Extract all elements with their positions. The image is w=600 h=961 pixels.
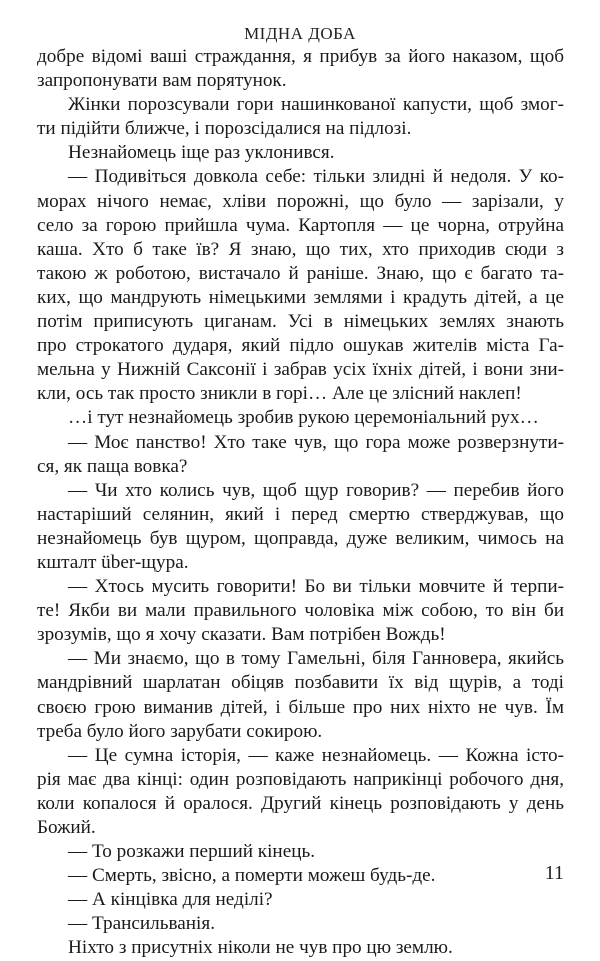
- text-line: ких, що мандрують німецькими землями і крадуть дітей, а це: [37, 286, 564, 308]
- text-line: — Чи хто колись чув, щоб щур говорив? — перебив його: [68, 479, 564, 501]
- text-line: ся, як паща вовка?: [37, 455, 188, 477]
- text-line: такою ж роботою, вистачало й раніше. Знаю, що є багато та-: [37, 262, 564, 284]
- text-line: своєю грою виманив дітей, і більше про них ніхто не чув. Їм: [37, 696, 564, 718]
- text-line: Божий.: [37, 817, 96, 838]
- text-line: — То розкажи перший кінець.: [68, 841, 316, 863]
- text-line: рія має два кінці: один розповідають наприкінці робочого дня,: [37, 768, 564, 790]
- text-line: …і тут незнайомець зробив рукою церемоніальний рух…: [68, 407, 539, 429]
- text-line: морах нічого немає, хліви порожні, що було — зарізали, у: [37, 190, 564, 212]
- text-line: — А кінцівка для неділі?: [68, 889, 273, 911]
- text-line: мельна у Нижній Саксонії і забрав усіх їхніх дітей, і вони зни-: [37, 359, 564, 381]
- text-line: треба було його зарубати сокирою.: [37, 720, 323, 742]
- text-line: — Ми знаємо, що в тому Гамельні, біля Ганновера, якийсь: [68, 648, 564, 670]
- text-line: — Трансильванія.: [68, 913, 216, 935]
- text-line: коли копалося й оралося. Другий кінець розповідають у день: [37, 792, 564, 814]
- text-line: — Хтось мусить говорити! Бо ви тільки мовчите й терпи-: [68, 576, 564, 598]
- text-line: те! Якби ви мали правильного чоловіка між собою, то він би: [37, 600, 564, 622]
- text-line: запропонувати вам порятунок.: [37, 70, 287, 92]
- text-line: кшталт über-щура.: [37, 551, 189, 573]
- body-text: [37, 45, 564, 961]
- text-line: настаріший селянин, який і перед смертю стверджував, що: [37, 503, 564, 525]
- text-line: зрозумів, що я хочу сказати. Вам потрібен Вождь!: [37, 624, 446, 646]
- text-line: каша. Хто б таке їв? Я знаю, що тих, хто приходив сюди з: [37, 238, 564, 260]
- text-line: Незнайомець іще раз уклонився.: [68, 142, 335, 164]
- text-line: незнайомець був щуром, щоправда, дуже великим, чимось на: [37, 527, 564, 549]
- text-line: кли, ось так просто зникли в горі… Але це злісний наклеп!: [37, 383, 522, 405]
- text-line: мандрівний шарлатан обіцяв позбавити їх від щурів, а тоді: [37, 672, 564, 694]
- page-number: 11: [544, 862, 564, 884]
- text-line: село за горою прийшла чума. Картопля — це чорна, отруйна: [37, 214, 564, 236]
- text-line: Ніхто з присутніх ніколи не чув про цю землю.: [68, 937, 453, 959]
- text-line: про строкатого дударя, який підло ошукав жителів міста Га-: [37, 335, 564, 357]
- running-head: МІДНА ДОБА: [244, 24, 356, 43]
- text-line: — Це сумна історія, — каже незнайомець. — Кожна істо-: [68, 744, 564, 766]
- text-line: добре відомі ваші страждання, я прибув за його наказом, щоб: [37, 46, 564, 67]
- text-line: Жінки порозсували гори нашинкованої капусти, щоб змог-: [68, 94, 564, 116]
- text-line: — Смерть, звісно, а померти можеш будь-де.: [68, 865, 436, 887]
- text-line: — Подивіться довкола себе: тільки злидні й недоля. У ко-: [68, 166, 564, 188]
- text-line: ти підійти ближче, і порозсідалися на підлозі.: [37, 118, 412, 140]
- text-line: — Моє панство! Хто таке чув, що гора може розверзнути-: [68, 431, 564, 453]
- text-line: потім приписують циганам. Усі в німецьких землях знають: [37, 311, 564, 333]
